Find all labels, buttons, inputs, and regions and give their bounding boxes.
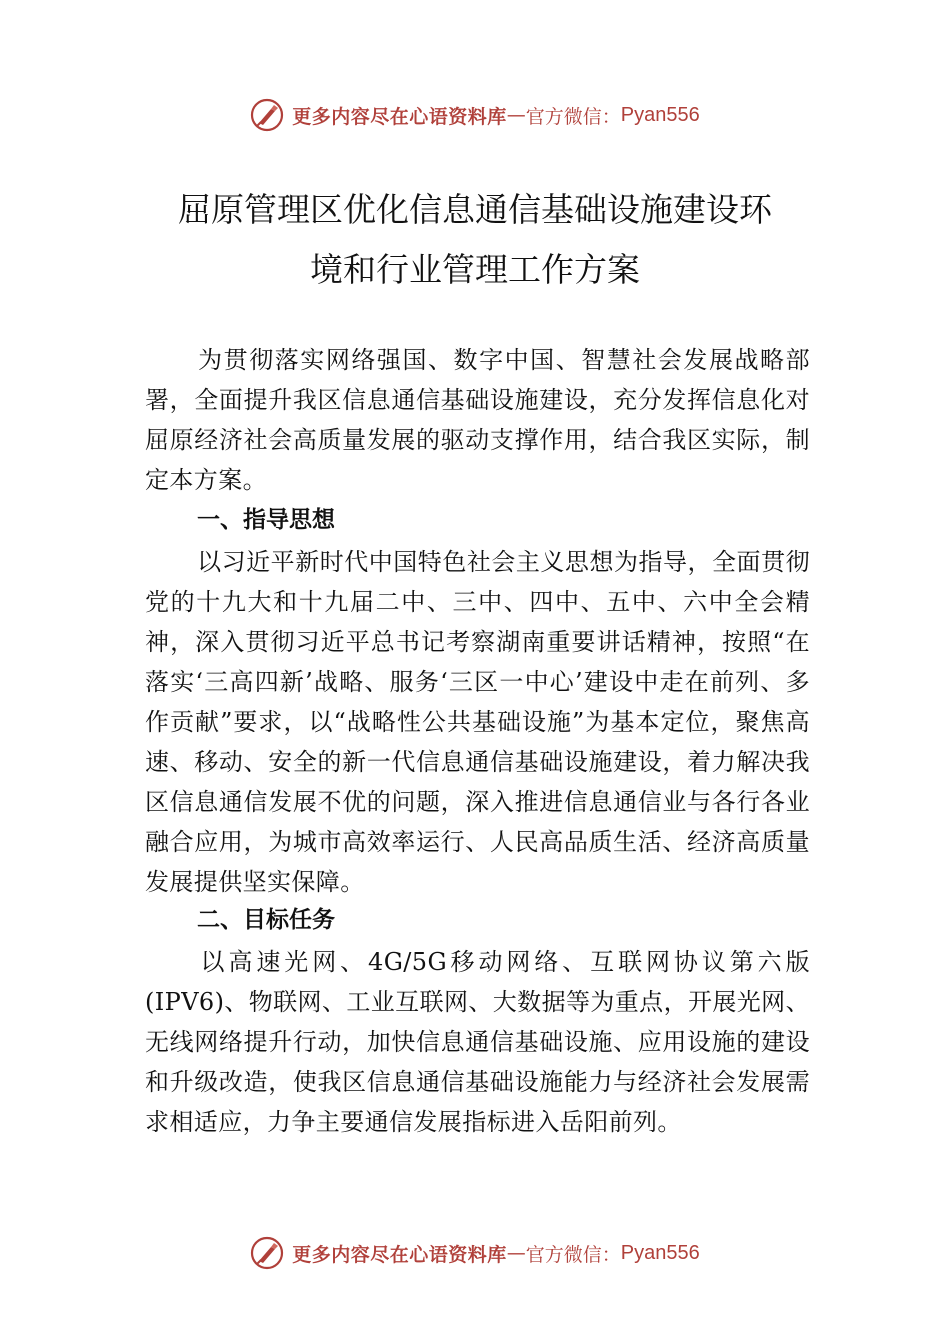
watermark-label: 官方微信： (525, 1243, 621, 1266)
watermark-banner-top (0, 95, 950, 135)
watermark-wechat-id: Pyan556 (620, 103, 700, 126)
intro-text: 为贯彻落实网络强国、数字中国、智慧社会发展战略部署，全面提升我区信息通信基础设施建设，充分发挥信息化对屈原经济社会高质量发展的驱动支撑作用，结合我区实际，制定本方案。 (145, 346, 810, 494)
document-title-line2: 境和行业管理工作方案 (310, 250, 640, 289)
watermark-text: 更多内容尽在心语资料库 (292, 105, 507, 128)
document-title-line1: 屈原管理区优化信息通信基础设施建设环 (178, 190, 772, 229)
watermark-text: 更多内容尽在心语资料库 (292, 1243, 507, 1266)
section1-paragraph (145, 542, 810, 902)
section1-text: 以习近平新时代中国特色社会主义思想为指导，全面贯彻党的十九大和十九届二中、三中、四中、五中、六中全会精神，深入贯彻习近平总书记考察湖南重要讲话精神，按照“在落实‘三高四新’战略、服务‘三区一中心’建设中走在前列、多作贡献”要求，以“战略性公共基础设施”为基本定位，聚焦高速、移动、安全的新一代信息通信基础设施建设，着力解决我区信息通信发展不优的问题，深入推进信息通信业与各行各业融合应用，为城市高效率运行、人民高品质生活、经济高质量发展提供坚实保障。 (145, 548, 810, 896)
section2-paragraph (145, 942, 810, 1142)
pen-logo-icon (250, 98, 284, 132)
watermark-separator: — (506, 1242, 526, 1264)
watermark-separator: — (506, 104, 526, 126)
pen-logo-icon (250, 1236, 284, 1270)
watermark-wechat-id: Pyan556 (620, 1241, 700, 1264)
intro-paragraph (145, 340, 810, 500)
watermark-banner-bottom (0, 1233, 950, 1273)
section1-heading: 一、指导思想 (197, 507, 335, 533)
section2-heading: 二、目标任务 (197, 907, 335, 933)
watermark-label: 官方微信： (525, 105, 621, 128)
section2-text: 以高速光网、4G/5G移动网络、互联网协议第六版(IPV6)、物联网、工业互联网、大数据等为重点，开展光网、无线网络提升行动，加快信息通信基础设施、应用设施的建设和升级改造，使我区信息通信基础设施能力与经济社会发展需求相适应，力争主要通信发展指标进入岳阳前列。 (145, 948, 810, 1136)
